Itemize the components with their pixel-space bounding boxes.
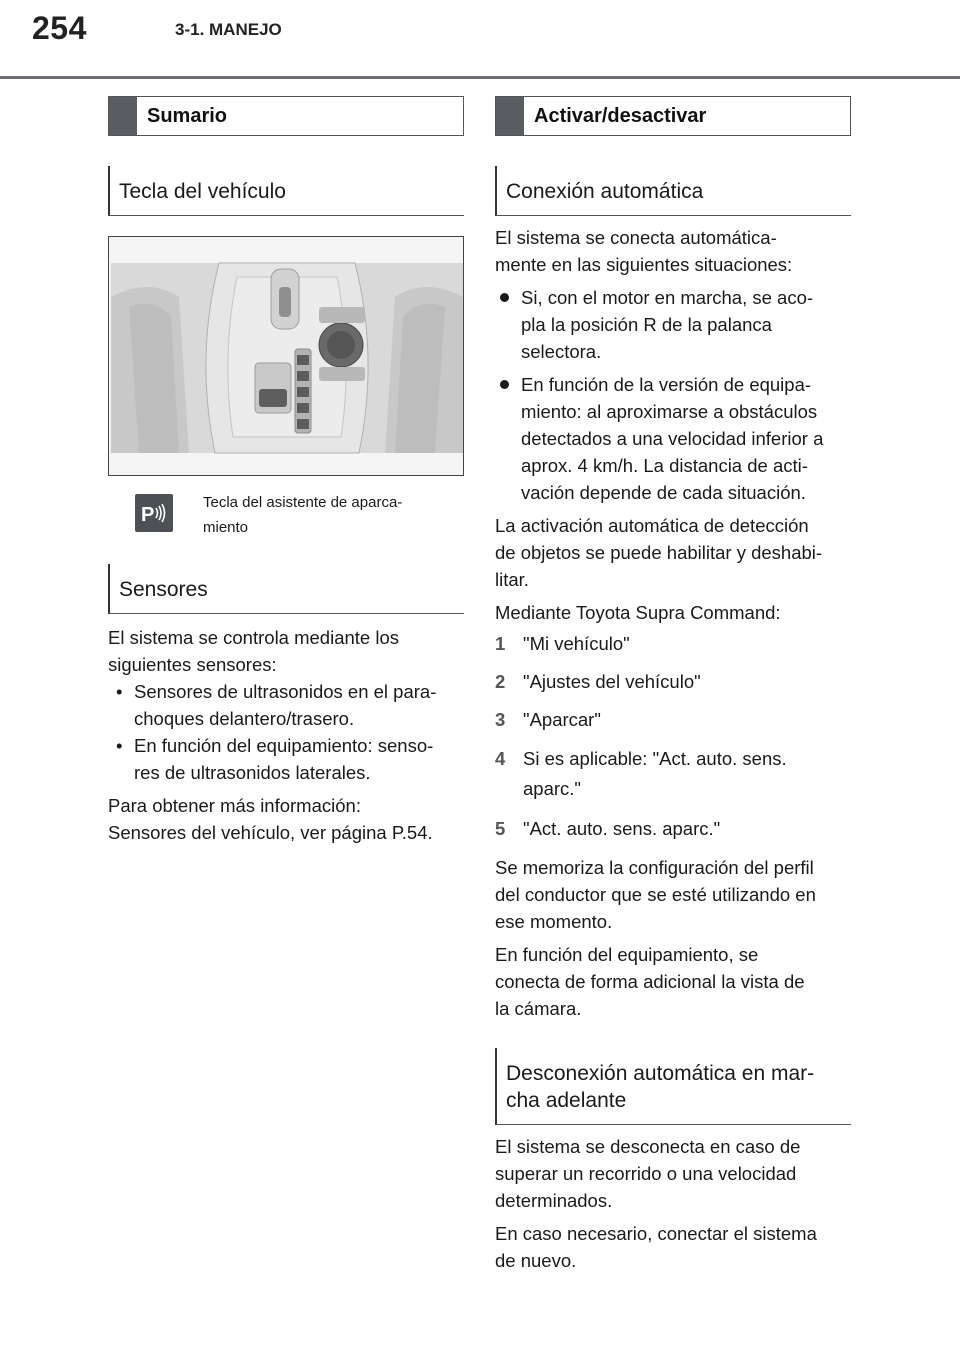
text-line: mente en las siguientes situaciones: bbox=[495, 254, 793, 275]
step-text: "Act. auto. sens. aparc." bbox=[523, 818, 721, 839]
activation-paragraph bbox=[495, 512, 851, 593]
text-line: En caso necesario, conectar el sistema bbox=[495, 1223, 817, 1244]
step-text: Si es aplicable: "Act. auto. sens. aparc." bbox=[523, 748, 787, 799]
text-line: detectados a una velocidad inferior a bbox=[521, 428, 824, 449]
step-number: 5 bbox=[495, 818, 506, 839]
section-title: 3-1. MANEJO bbox=[175, 20, 282, 39]
text-line: la cámara. bbox=[495, 998, 582, 1019]
text-line: de objetos se puede habilitar y deshabi- bbox=[495, 542, 823, 563]
conexion-intro bbox=[495, 224, 851, 278]
sumario-heading-text: Sumario bbox=[147, 104, 228, 127]
sumario-heading bbox=[108, 96, 464, 136]
center-console-illustration bbox=[108, 236, 464, 476]
more-info-line: Para obtener más información: bbox=[108, 795, 361, 816]
list-item bbox=[495, 371, 851, 506]
text-line: En función del equipamiento, se bbox=[495, 944, 759, 965]
list-item bbox=[108, 732, 464, 786]
sensores-intro-line: El sistema se controla mediante los bbox=[108, 627, 399, 648]
activar-heading bbox=[495, 96, 851, 136]
heading-line: Desconexión automática en mar- bbox=[506, 1062, 815, 1085]
list-item-text: res de ultrasonidos laterales. bbox=[134, 762, 371, 783]
step-text: "Ajustes del vehículo" bbox=[523, 671, 701, 692]
step-text: "Mi vehículo" bbox=[523, 633, 630, 654]
step-item bbox=[495, 744, 825, 804]
text-line: El sistema se desconecta en caso de bbox=[495, 1136, 801, 1157]
list-item-text: choques delantero/trasero. bbox=[134, 708, 355, 729]
sensores-intro-line: siguientes sensores: bbox=[108, 654, 277, 675]
disconnect-paragraph bbox=[495, 1133, 851, 1214]
text-line: selectora. bbox=[521, 341, 602, 362]
text-line: Si, con el motor en marcha, se aco- bbox=[521, 287, 814, 308]
text-line: del conductor que se esté utilizando en bbox=[495, 884, 816, 905]
text-line: superar un recorrido o una velocidad bbox=[495, 1163, 797, 1184]
text-line: aprox. 4 km/h. La distancia de acti- bbox=[521, 455, 808, 476]
text-line: Se memoriza la configuración del perfil bbox=[495, 857, 814, 878]
text-line: El sistema se conecta automática- bbox=[495, 227, 777, 248]
supra-command-intro: Mediante Toyota Supra Command: bbox=[495, 602, 781, 623]
bullet-dot-icon bbox=[500, 293, 509, 302]
step-item bbox=[495, 668, 851, 695]
step-text: "Aparcar" bbox=[523, 709, 601, 730]
sensores-intro bbox=[108, 624, 464, 678]
page-header bbox=[0, 0, 960, 80]
svg-text:P: P bbox=[141, 504, 155, 526]
text-line: vación depende de cada situación. bbox=[521, 482, 806, 503]
bullet-icon: • bbox=[116, 735, 123, 756]
step-number: 2 bbox=[495, 671, 506, 692]
sensor-list bbox=[108, 678, 464, 786]
memorize-paragraph bbox=[495, 854, 851, 935]
step-number: 1 bbox=[495, 633, 506, 654]
desconexion-heading bbox=[495, 1048, 851, 1125]
heading-bar bbox=[496, 97, 524, 135]
camera-paragraph bbox=[495, 941, 851, 1022]
activar-heading-text: Activar/desactivar bbox=[534, 104, 707, 127]
step-number: 3 bbox=[495, 709, 506, 730]
sensores-heading: Sensores bbox=[108, 564, 464, 614]
page-number: 254 bbox=[32, 10, 87, 46]
page-reference-link[interactable]: Sensores del vehículo, ver página P.54. bbox=[108, 822, 433, 843]
text-line: miento: al aproximarse a obstáculos bbox=[521, 401, 818, 422]
text-line: determinados. bbox=[495, 1190, 613, 1211]
text-line: litar. bbox=[495, 569, 529, 590]
step-item bbox=[495, 706, 851, 733]
list-item bbox=[495, 284, 851, 365]
text-line: conecta de forma adicional la vista de bbox=[495, 971, 805, 992]
right-column bbox=[495, 96, 851, 1274]
parking-assist-icon bbox=[135, 494, 173, 532]
text-line: ese momento. bbox=[495, 911, 613, 932]
center-console-drawing bbox=[109, 237, 464, 476]
text-line: pla la posición R de la palanca bbox=[521, 314, 772, 335]
list-item bbox=[108, 678, 464, 732]
figure-caption: Tecla del asistente de aparca-miento bbox=[203, 494, 403, 536]
header-divider bbox=[0, 76, 960, 79]
conexion-automatica-heading: Conexión automática bbox=[495, 166, 851, 216]
list-item-text: Sensores de ultrasonidos en el para- bbox=[134, 681, 437, 702]
left-column bbox=[108, 96, 464, 846]
text-line: La activación automática de detección bbox=[495, 515, 809, 536]
reconnect-paragraph bbox=[495, 1220, 851, 1274]
conexion-conditions bbox=[495, 284, 851, 506]
tecla-vehiculo-heading: Tecla del vehículo bbox=[108, 166, 464, 216]
step-item bbox=[495, 630, 851, 657]
bullet-dot-icon bbox=[500, 380, 509, 389]
step-number: 4 bbox=[495, 748, 506, 769]
heading-line: cha adelante bbox=[506, 1089, 627, 1112]
step-item bbox=[495, 815, 851, 842]
list-item-text: En función del equipamiento: senso- bbox=[134, 735, 434, 756]
figure-caption-row bbox=[108, 490, 464, 540]
bullet-icon: • bbox=[116, 681, 123, 702]
text-line: de nuevo. bbox=[495, 1250, 577, 1271]
more-info-paragraph bbox=[108, 792, 464, 846]
heading-bar bbox=[109, 97, 137, 135]
text-line: En función de la versión de equipa- bbox=[521, 374, 812, 395]
menu-steps bbox=[495, 630, 851, 842]
